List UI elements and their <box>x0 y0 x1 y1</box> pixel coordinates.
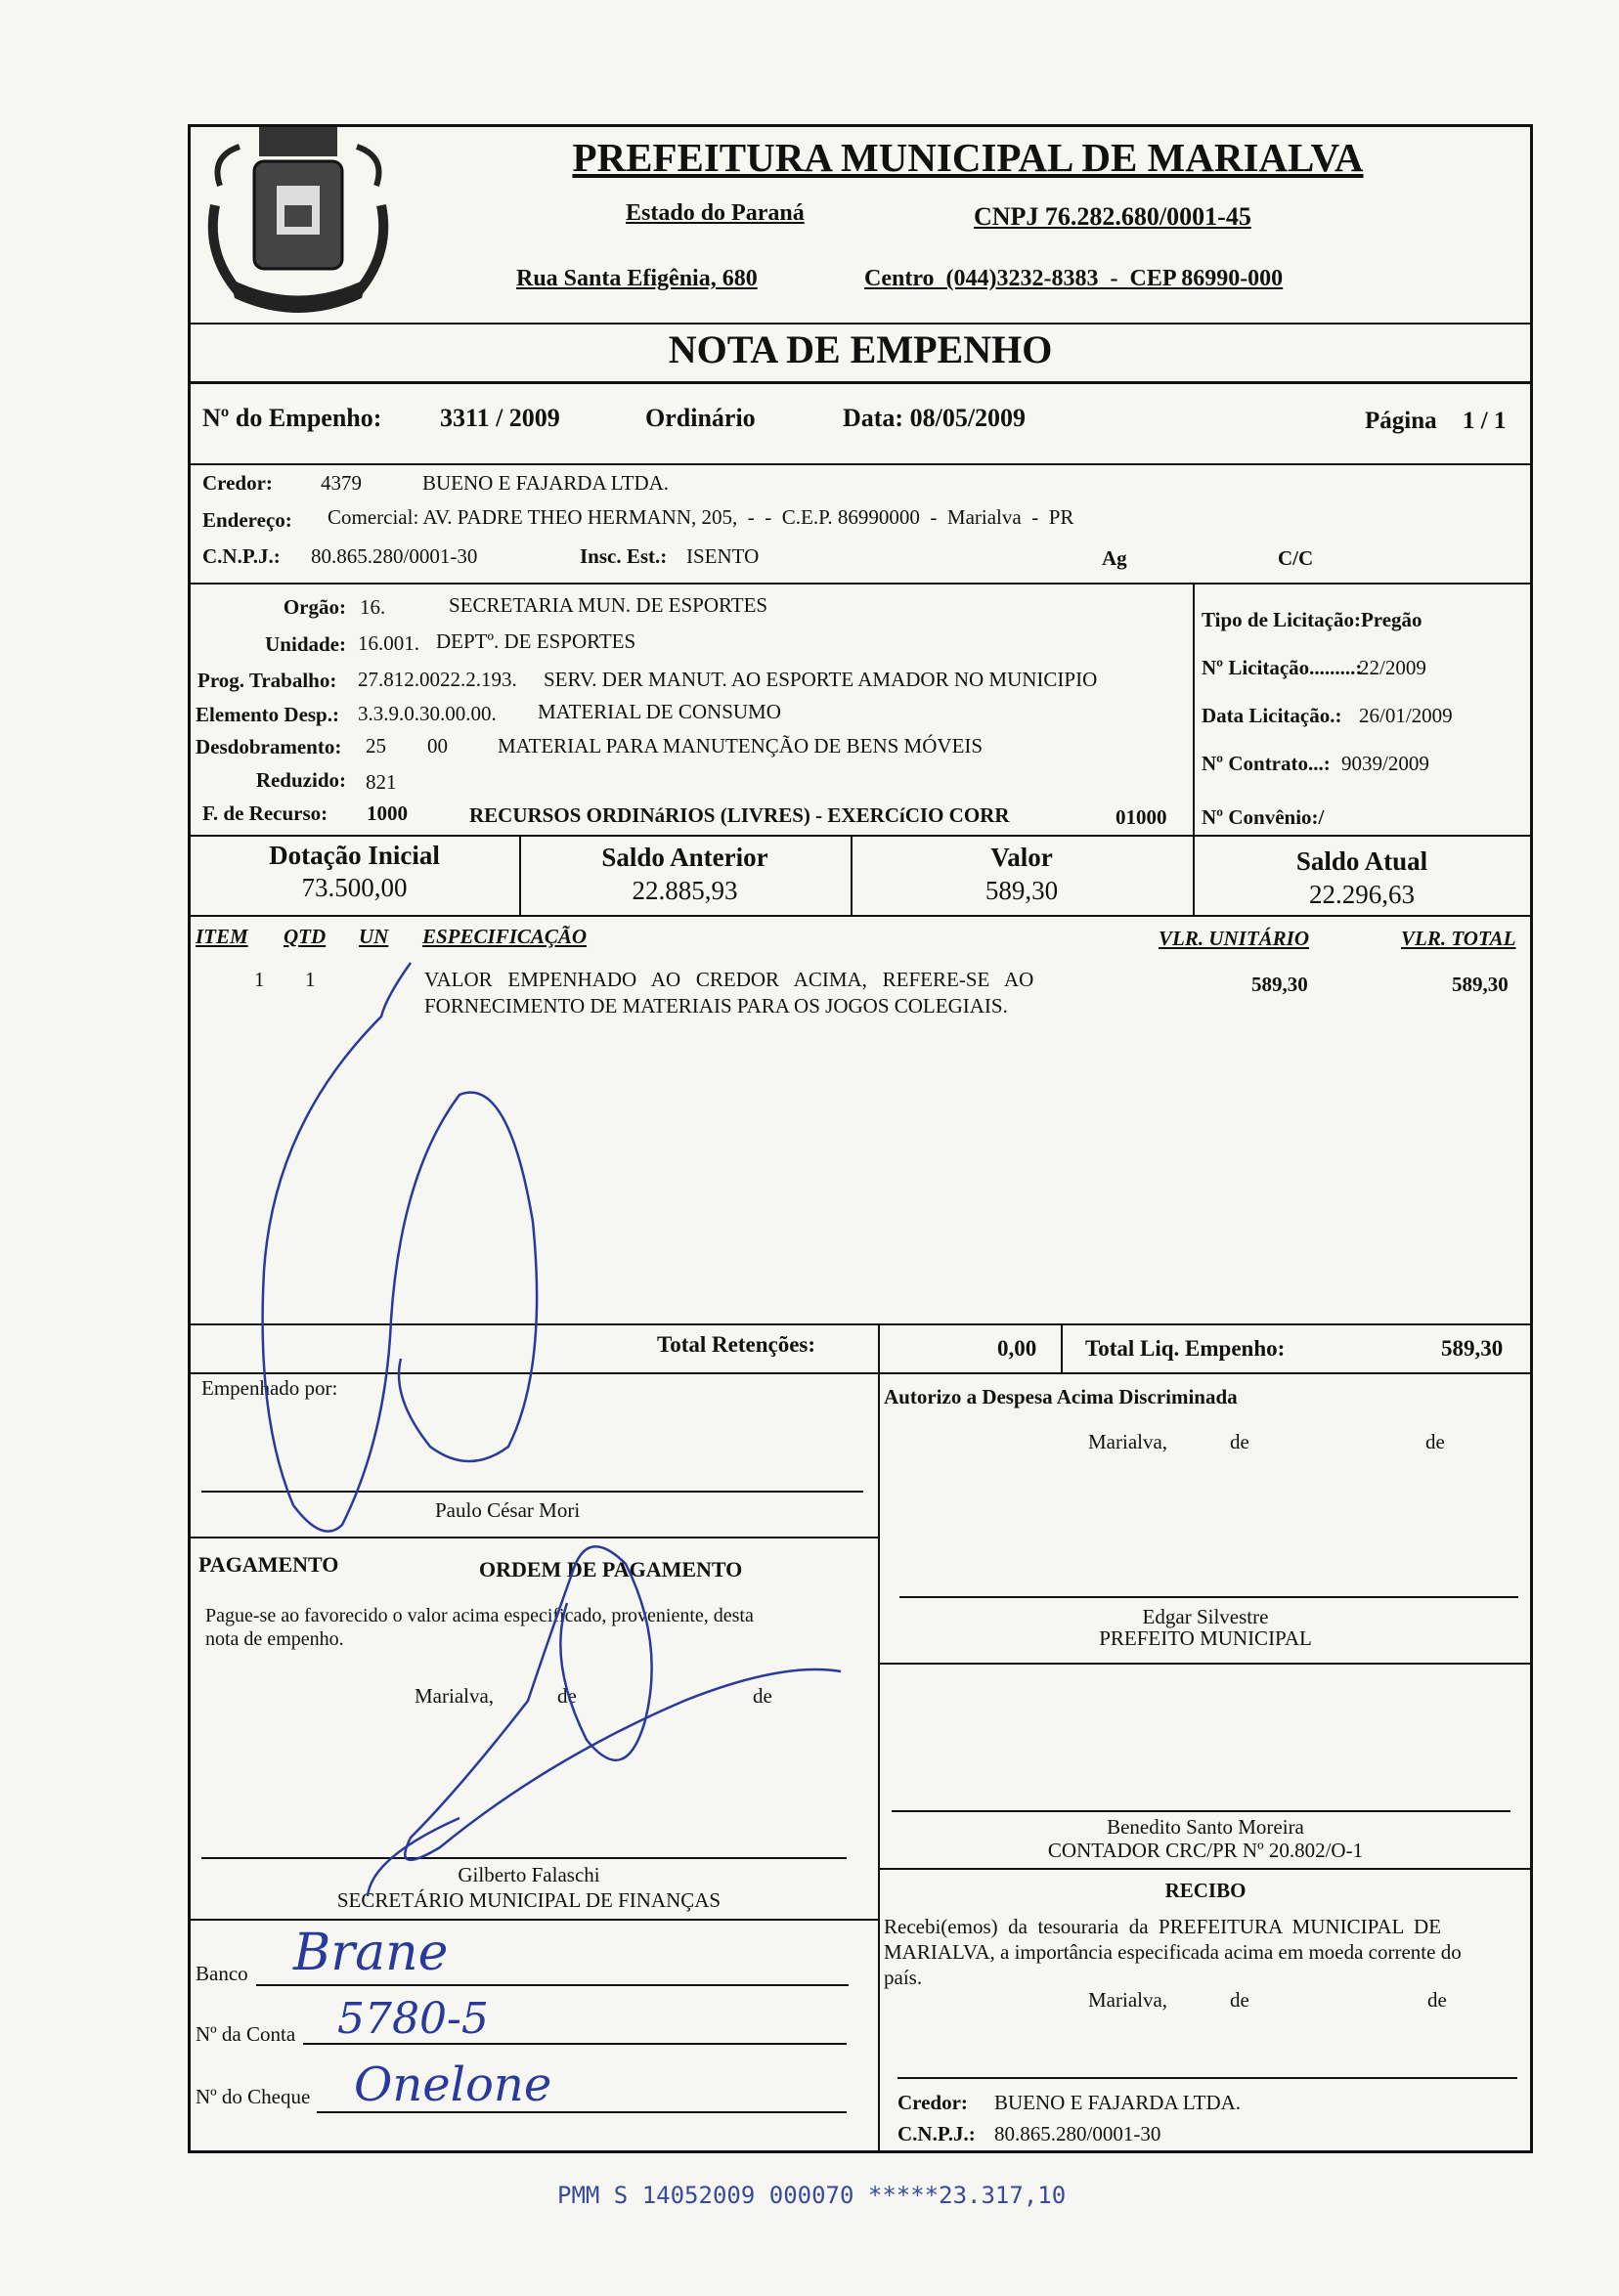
elemento-name: MATERIAL DE CONSUMO <box>538 700 781 723</box>
conta-handwritten: 5780-5 <box>337 1994 489 2044</box>
desdobramento-label: Desdobramento: <box>196 735 342 758</box>
agencia-label: Ag <box>1102 546 1127 570</box>
cheque-label: Nº do Cheque <box>196 2085 311 2108</box>
licitacao-number: 22/2009 <box>1359 656 1426 679</box>
elemento-label: Elemento Desp.: <box>196 703 339 726</box>
contrato-value: 9039/2009 <box>1341 752 1429 775</box>
col-vlr-unitario: VLR. UNITÁRIO <box>1159 927 1310 950</box>
recibo-cnpj-label: C.N.P.J.: <box>897 2122 976 2145</box>
recibo-de1: de <box>1230 1988 1249 2012</box>
document-title: NOTA DE EMPENHO <box>668 327 1053 371</box>
recibo-text-1: Recebi(emos) da tesouraria da PREFEITURA MUNICIPAL DE <box>884 1915 1442 1938</box>
pagamento-label: PAGAMENTO <box>198 1552 339 1577</box>
recibo-city: Marialva, <box>1088 1988 1168 2012</box>
dotacao-value: 73.500,00 <box>301 873 408 902</box>
recibo-credor-name: BUENO E FAJARDA LTDA. <box>994 2091 1242 2114</box>
contrato-label: Nº Contrato...: <box>1202 752 1331 775</box>
licitacao-date-label: Data Licitação.: <box>1202 704 1342 727</box>
desdobramento-name: MATERIAL PARA MANUTENÇÃO DE BENS MÓVEIS <box>498 734 984 758</box>
recurso-code: 1000 <box>367 801 408 825</box>
recibo-credor-label: Credor: <box>897 2091 968 2114</box>
item-spec-line2: FORNECIMENTO DE MATERIAIS PARA OS JOGOS COLEGIAIS. <box>424 994 1008 1018</box>
recibo-label: RECIBO <box>1164 1879 1247 1902</box>
prog-code: 27.812.0022.2.193. <box>358 668 517 691</box>
prefeito-title: PREFEITO MUNICIPAL <box>1099 1626 1312 1650</box>
ordem-pagamento-label: ORDEM DE PAGAMENTO <box>479 1557 743 1581</box>
empenhado-label: Empenhado por: <box>201 1376 338 1400</box>
autorizo-de2: de <box>1425 1430 1445 1453</box>
total-liq-value: 589,30 <box>1441 1336 1504 1361</box>
item-qtd: 1 <box>305 968 316 991</box>
orgao-code: 16. <box>360 595 386 619</box>
col-especificacao: ESPECIFICAÇÃO <box>422 925 588 948</box>
elemento-code: 3.3.9.0.30.00.00. <box>358 702 497 725</box>
empenho-type: Ordinário <box>645 404 756 432</box>
item-spec-line1: VALOR EMPENHADO AO CREDOR ACIMA, REFERE-SE AO <box>424 968 1034 991</box>
pagamento-city: Marialva, <box>415 1684 495 1708</box>
licitacao-date: 26/01/2009 <box>1359 704 1453 727</box>
tipo-licitacao: Tipo de Licitação:Pregão <box>1202 608 1422 631</box>
desdobramento-b: 00 <box>427 734 448 758</box>
secretario-title: SECRETÁRIO MUNICIPAL DE FINANÇAS <box>336 1888 722 1912</box>
reduzido-value: 821 <box>366 770 397 794</box>
contador-title: CONTADOR CRC/PR Nº 20.802/O-1 <box>1047 1839 1364 1862</box>
secretario-name: Gilberto Falaschi <box>458 1863 600 1886</box>
credor-label: Credor: <box>202 471 273 495</box>
item-number: 1 <box>254 968 265 991</box>
payment-stamp: PMM S 14052009 000070 *****23.317,10 <box>557 2182 1067 2209</box>
pagamento-text-1: Pague-se ao favorecido o valor acima especificado, proveniente, desta <box>205 1605 754 1626</box>
prefeitura-title: PREFEITURA MUNICIPAL DE MARIALVA <box>572 135 1364 180</box>
retencoes-label: Total Retenções: <box>657 1332 816 1357</box>
pagamento-de1: de <box>557 1684 577 1708</box>
valor-label: Valor <box>990 843 1053 872</box>
recurso-num: 01000 <box>1116 805 1167 829</box>
credor-cnpj: 80.865.280/0001-30 <box>311 544 478 568</box>
retencoes-value: 0,00 <box>997 1336 1037 1361</box>
state-name: Estado do Paraná <box>626 200 805 226</box>
prefeitura-cnpj: CNPJ 76.282.680/0001-45 <box>974 202 1251 231</box>
col-qtd: QTD <box>284 925 327 948</box>
saldo-atual-value: 22.296,63 <box>1309 880 1415 909</box>
cheque-handwritten: Onelone <box>354 2058 552 2112</box>
saldo-anterior-value: 22.885,93 <box>632 876 738 905</box>
pagamento-de2: de <box>753 1684 772 1708</box>
credor-name: BUENO E FAJARDA LTDA. <box>422 471 670 495</box>
convenio: Nº Convênio:/ <box>1202 805 1325 829</box>
empenho-label: Nº do Empenho: <box>202 404 382 432</box>
recibo-text-2: MARIALVA, a importância especificada acima em moeda corrente do <box>884 1940 1462 1964</box>
empenho-date: Data: 08/05/2009 <box>843 404 1027 432</box>
page-label: Página <box>1365 408 1437 434</box>
conta-corrente-label: C/C <box>1278 546 1314 570</box>
empenhado-name: Paulo César Mori <box>435 1498 581 1522</box>
banco-handwritten: Brane <box>293 1924 449 1982</box>
credor-code: 4379 <box>321 471 362 495</box>
banco-label: Banco <box>196 1962 248 1985</box>
col-un: UN <box>359 925 389 948</box>
col-vlr-total: VLR. TOTAL <box>1401 927 1516 950</box>
cnpj-label: C.N.P.J.: <box>202 544 281 568</box>
col-item: ITEM <box>196 925 248 948</box>
valor-value: 589,30 <box>985 876 1059 905</box>
recibo-text-3: país. <box>884 1966 923 1989</box>
saldo-anterior-label: Saldo Anterior <box>601 843 768 872</box>
orgao-label: Orgão: <box>283 595 346 619</box>
endereco-label: Endereço: <box>202 508 292 532</box>
autorizo-city: Marialva, <box>1088 1430 1168 1453</box>
reduzido-label: Reduzido: <box>255 768 346 792</box>
licitacao-number-label: Nº Licitação.........: <box>1202 656 1363 679</box>
unidade-code: 16.001. <box>358 631 419 655</box>
saldo-atual-label: Saldo Atual <box>1295 846 1428 876</box>
item-unit-value: 589,30 <box>1251 973 1308 996</box>
orgao-name: SECRETARIA MUN. DE ESPORTES <box>449 593 768 617</box>
unidade-name: DEPTº. DE ESPORTES <box>436 629 636 653</box>
credor-endereco: Comercial: AV. PADRE THEO HERMANN, 205, - - C.E.P. 86990000 - Marialva - PR <box>328 505 1074 529</box>
recurso-label: F. de Recurso: <box>202 801 328 825</box>
dotacao-label: Dotação Inicial <box>269 841 440 870</box>
insc-label: Insc. Est.: <box>580 544 668 568</box>
autorizo-de1: de <box>1230 1430 1249 1453</box>
prefeitura-address: Rua Santa Efigênia, 680 <box>516 266 758 291</box>
prefeito-name: Edgar Silvestre <box>1142 1605 1269 1628</box>
total-liq-label: Total Liq. Empenho: <box>1085 1336 1286 1361</box>
item-total-value: 589,30 <box>1452 973 1509 996</box>
pagamento-text-2: nota de empenho. <box>205 1628 344 1650</box>
recibo-de2: de <box>1427 1988 1447 2012</box>
desdobramento-a: 25 <box>366 734 386 758</box>
prog-label: Prog. Trabalho: <box>197 669 337 692</box>
empenho-number: 3311 / 2009 <box>440 404 560 432</box>
recurso-name: RECURSOS ORDINáRIOS (LIVRES) - EXERCíCIO CORR <box>469 803 1010 827</box>
autorizo-label: Autorizo a Despesa Acima Discriminada <box>884 1385 1238 1408</box>
insc-value: ISENTO <box>686 544 760 568</box>
conta-label: Nº da Conta <box>196 2022 296 2046</box>
prefeitura-contact: Centro (044)3232-8383 - CEP 86990-000 <box>864 266 1284 291</box>
prog-name: SERV. DER MANUT. AO ESPORTE AMADOR NO MUNICIPIO <box>544 668 1098 691</box>
page-number: 1 / 1 <box>1463 408 1507 434</box>
unidade-label: Unidade: <box>265 632 346 656</box>
recibo-cnpj: 80.865.280/0001-30 <box>994 2122 1161 2145</box>
contador-name: Benedito Santo Moreira <box>1107 1815 1304 1839</box>
